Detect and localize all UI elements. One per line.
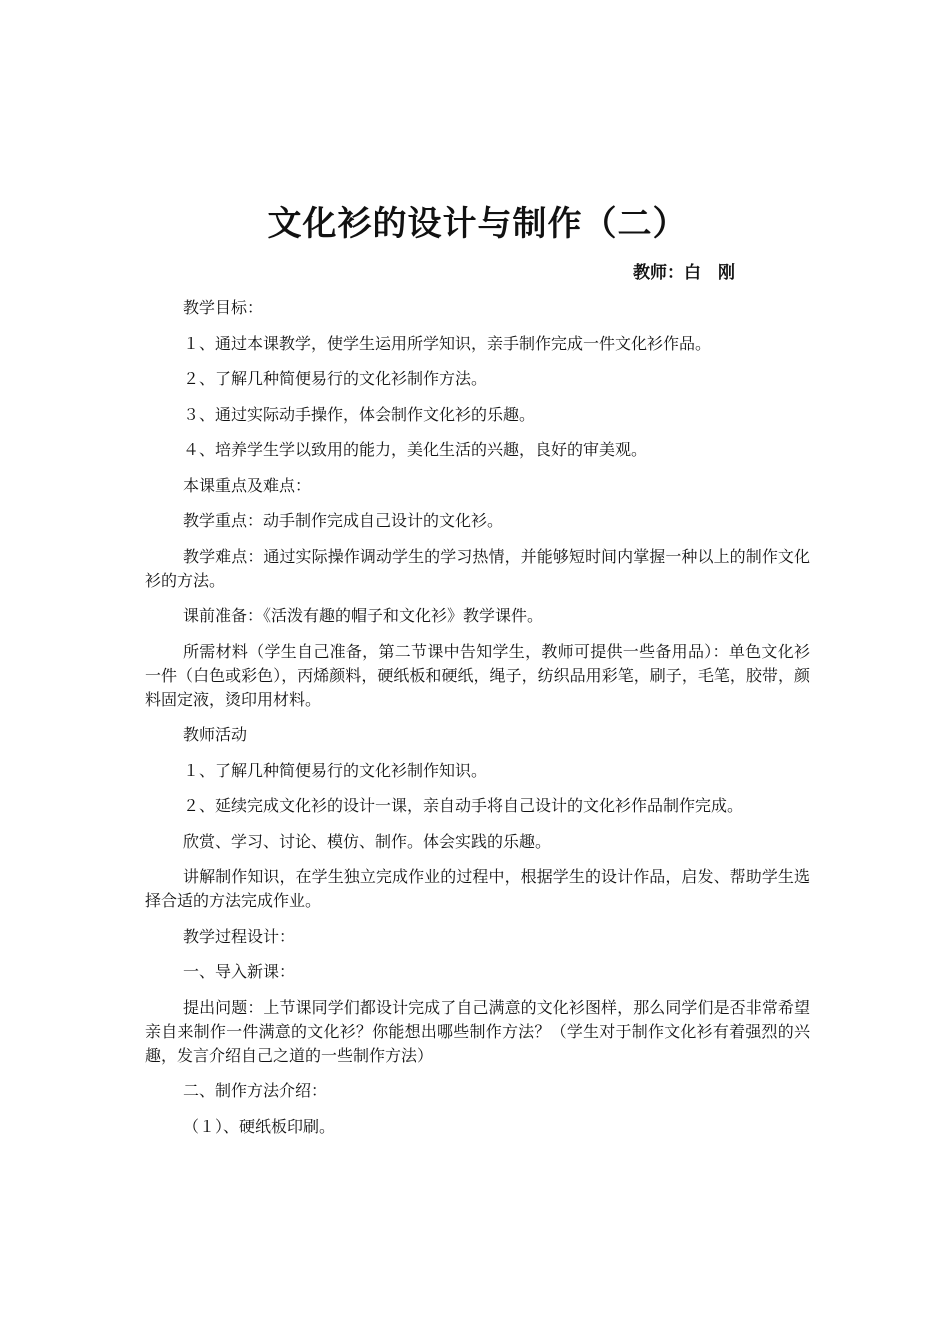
- paragraph: １、通过本课教学，使学生运用所学知识，亲手制作完成一件文化衫作品。: [183, 333, 712, 353]
- paragraph: 二、制作方法介绍：: [183, 1081, 328, 1100]
- paragraph: ４、培养学生学以致用的能力，美化生活的兴趣，良好的审美观。: [183, 440, 648, 459]
- paragraph: １、了解几种简便易行的文化衫制作知识。: [183, 760, 488, 780]
- document-title: 文化衫的设计与制作（二）: [267, 204, 688, 244]
- paragraph: ２、了解几种简便易行的文化衫制作方法。: [183, 369, 488, 388]
- paragraph: （１）、硬纸板印刷。: [183, 1116, 336, 1136]
- paragraph: 教学难点：通过实际操作调动学生的学习热情，并能够短时间内掌握一种以上的制作文化衫的方法。: [145, 546, 810, 590]
- paragraph: 本课重点及难点：: [183, 475, 312, 495]
- document-body: [145, 296, 810, 1150]
- paragraph: 教师活动: [183, 725, 248, 744]
- paragraph: ３、通过实际动手操作，体会制作文化衫的乐趣。: [183, 404, 536, 424]
- paragraph: 提出问题：上节课同学们都设计完成了自己满意的文化衫图样，那么同学们是否非常希望亲自来制作一件满意的文化衫？你能想出哪些制作方法？（学生对于制作文化衫有着强烈的兴趣，发言介绍自己之道的一些制作方法）: [145, 997, 810, 1065]
- paragraph: 教学目标：: [183, 298, 264, 317]
- paragraph: 所需材料（学生自己准备，第二节课中告知学生，教师可提供一些备用品）：单色文化衫一件（白色或彩色），丙烯颜料，硬纸板和硬纸，绳子，纺织品用彩笔，刷子，毛笔，胶带，颜料固定液，烫印用材料。: [145, 641, 810, 709]
- paragraph: ２、延续完成文化衫的设计一课，亲自动手将自己设计的文化衫作品制作完成。: [183, 796, 744, 815]
- paragraph: 课前准备：《活泼有趣的帽子和文化衫》教学课件。: [183, 606, 544, 625]
- paragraph: 欣赏、学习、讨论、模仿、制作。体会实践的乐趣。: [183, 831, 552, 851]
- paragraph: 教学过程设计：: [183, 926, 296, 946]
- paragraph: 一、导入新课：: [183, 962, 296, 981]
- paragraph: 教学重点：动手制作完成自己设计的文化衫。: [183, 511, 504, 530]
- teacher-name: 教师：白 刚: [633, 263, 735, 283]
- paragraph: 讲解制作知识，在学生独立完成作业的过程中，根据学生的设计作品，启发、帮助学生选择合适的方法完成作业。: [145, 867, 810, 910]
- document-page: [145, 0, 810, 1344]
